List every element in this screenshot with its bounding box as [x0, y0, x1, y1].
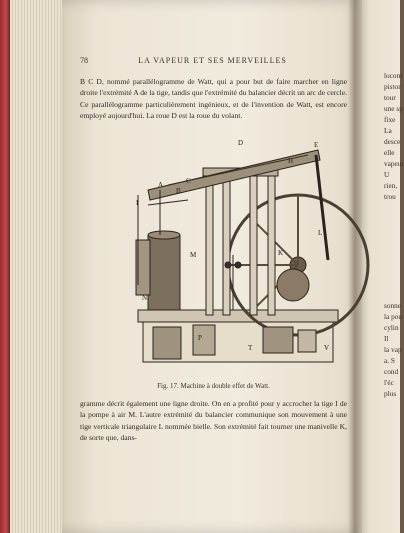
facing-line: desce [384, 137, 401, 146]
figure-letter: K [278, 249, 284, 257]
facing-page-text-bottom [384, 300, 402, 399]
figure-letter: N [142, 294, 148, 302]
facing-line: vapeur [384, 159, 404, 168]
figure-letter: I [136, 199, 139, 207]
facing-line: fixe [384, 115, 396, 124]
figure-letter: A [158, 181, 164, 189]
figure-letter: T [248, 344, 253, 352]
figure-letter: D [238, 139, 244, 147]
page-edges [10, 0, 65, 533]
facing-line: Il [384, 334, 389, 343]
book-gutter [348, 0, 362, 533]
facing-line: trou [384, 192, 396, 201]
facing-line: a. S [384, 356, 395, 365]
facing-line: elle [384, 148, 395, 157]
figure-caption: Fig. 17. Machine à double effet de Watt. [157, 382, 270, 390]
figure-letter: C [186, 177, 191, 185]
page-number: 78 [80, 56, 88, 65]
facing-line: La [384, 126, 392, 135]
facing-page-text-top [384, 70, 404, 202]
figure-letter: B [176, 187, 181, 195]
page-header [80, 56, 345, 68]
book-spine [0, 0, 10, 533]
facing-line: plus [384, 389, 397, 398]
figure-letter: H [288, 157, 294, 165]
facing-line: la pou [384, 312, 403, 321]
figure-letter: V [324, 344, 330, 352]
facing-line: la vap [384, 345, 402, 354]
facing-line: U [384, 170, 390, 179]
facing-line: locom [384, 71, 403, 80]
facing-line: l'éc [384, 378, 394, 387]
paragraph-bottom: gramme décrit également une ligne droite. On en a profité pour y accrocher la tige I de la pompe à air M. L'autre extrémité du balancier communique son mouvement à une tige verticale triangulaire L nommée bielle. Son extrémité fait tourner une manivelle K, de sorte que, dans- [80, 399, 347, 443]
figure-letter: E [314, 141, 319, 149]
steam-engine-engraving [128, 135, 348, 375]
running-title: LA VAPEUR ET SES MERVEILLES [138, 56, 287, 65]
facing-line: rien, [384, 181, 398, 190]
paragraph-top: B C D, nommé parallélogramme de Watt, qui a pour but de faire marcher en ligne droite l'extrémité A de la tige, tandis que l'extrémité du balancier décrit un arc de cercle. Ce parallélogramme particulièrement ingénieux, et de l'invention de Watt, est encore employé aujourd'hui. La roue D est la roue du volant. [80, 77, 347, 121]
facing-line: cylin [384, 323, 399, 332]
figure-letter: L [318, 229, 323, 237]
facing-line: tour [384, 93, 396, 102]
facing-line: cond [384, 367, 399, 376]
engraving-drawing [128, 135, 348, 375]
facing-line: sonne [384, 301, 402, 310]
facing-line: pistor [384, 82, 401, 91]
figure-letter: P [198, 334, 202, 342]
facing-line: une sp [384, 104, 403, 113]
figure-letter: M [190, 251, 197, 259]
